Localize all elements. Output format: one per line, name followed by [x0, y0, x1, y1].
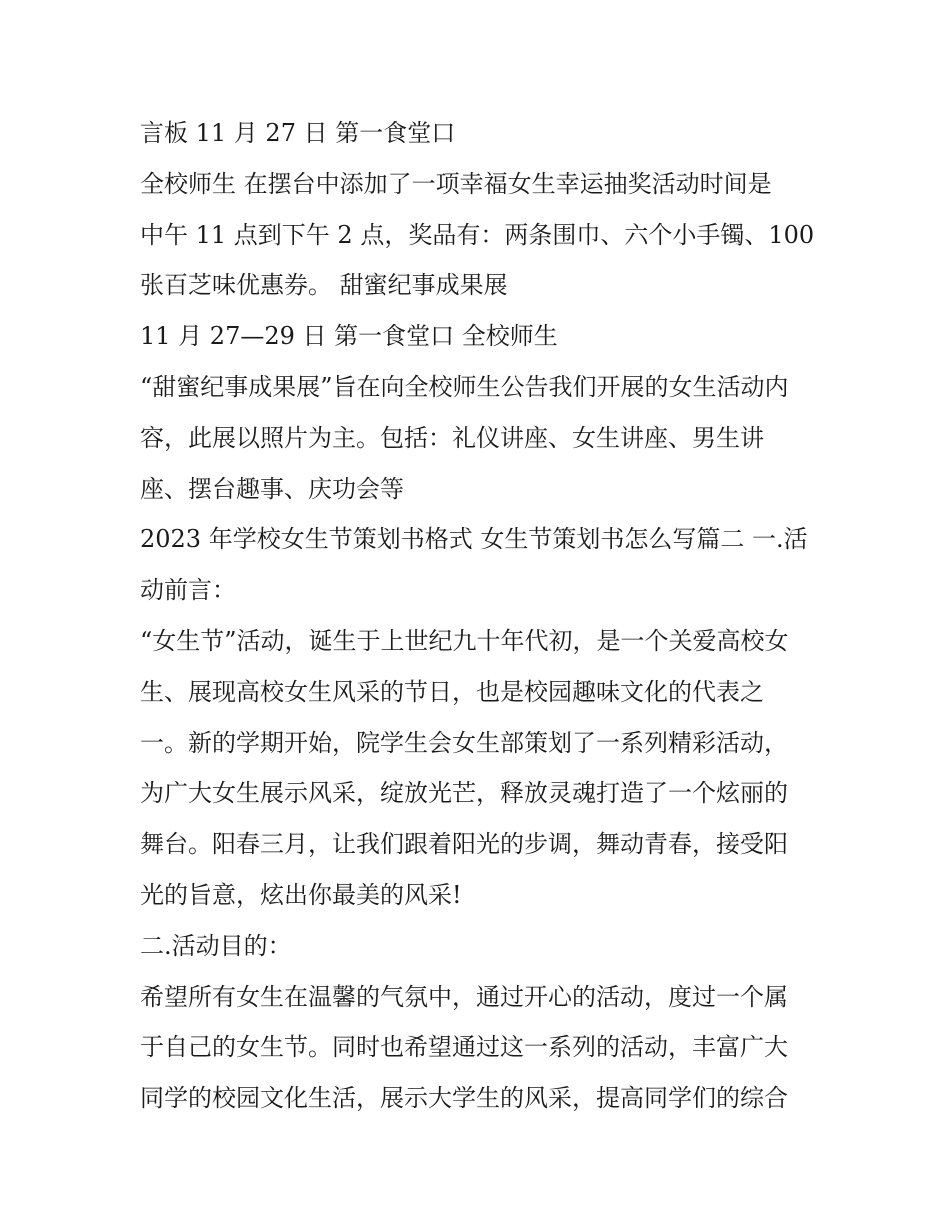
text-line-13: 一。新的学期开始，院学生会女生部策划了一系列精彩活动， [140, 728, 788, 757]
text-line-6: “甜蜜纪事成果展”旨在向全校师生公告我们开展的女生活动内 [140, 372, 789, 401]
text-line-20: 同学的校园文化生活，展示大学生的风采，提高同学们的综合 [140, 1084, 788, 1113]
text-line-1: 言板 11 月 27 日 第一食堂口 [140, 119, 456, 147]
text-line-18: 希望所有女生在温馨的气氛中，通过开心的活动，度过一个属 [140, 982, 788, 1011]
text-line-8: 座、摆台趣事、庆功会等 [140, 474, 404, 503]
text-line-14: 为广大女生展示风采，绽放光芒，释放灵魂打造了一个炫丽的 [140, 779, 788, 808]
text-line-7: 容，此展以照片为主。包括：礼仪讲座、女生讲座、男生讲 [140, 423, 764, 452]
text-line-15: 舞台。阳春三月，让我们跟着阳光的步调，舞动青春，接受阳 [140, 830, 788, 859]
text-line-2: 全校师生 在摆台中添加了一项幸福女生幸运抽奖活动时间是 [140, 169, 772, 198]
document-body [140, 108, 830, 1124]
text-line-10: 动前言： [140, 576, 236, 605]
text-line-11: “女生节”活动，诞生于上世纪九十年代初，是一个关爱高校女 [140, 626, 789, 655]
text-line-4: 张百芝味优惠券。 甜蜜纪事成果展 [140, 271, 508, 300]
text-line-19: 于自己的女生节。同时也希望通过这一系列的活动，丰富广大 [140, 1033, 788, 1062]
text-line-5: 11 月 27—29 日 第一食堂口 全校师生 [140, 322, 558, 351]
text-line-16: 光的旨意，炫出你最美的风采! [140, 880, 462, 909]
text-line-9: 2023 年学校女生节策划书格式 女生节策划书怎么写篇二 一.活 [140, 525, 808, 554]
text-line-3: 中午 11 点到下午 2 点，奖品有：两条围巾、六个小手镯、100 [140, 220, 815, 249]
text-line-12: 生、展现高校女生风采的节日，也是校园趣味文化的代表之 [140, 677, 764, 706]
text-line-17: 二.活动目的： [140, 931, 292, 960]
